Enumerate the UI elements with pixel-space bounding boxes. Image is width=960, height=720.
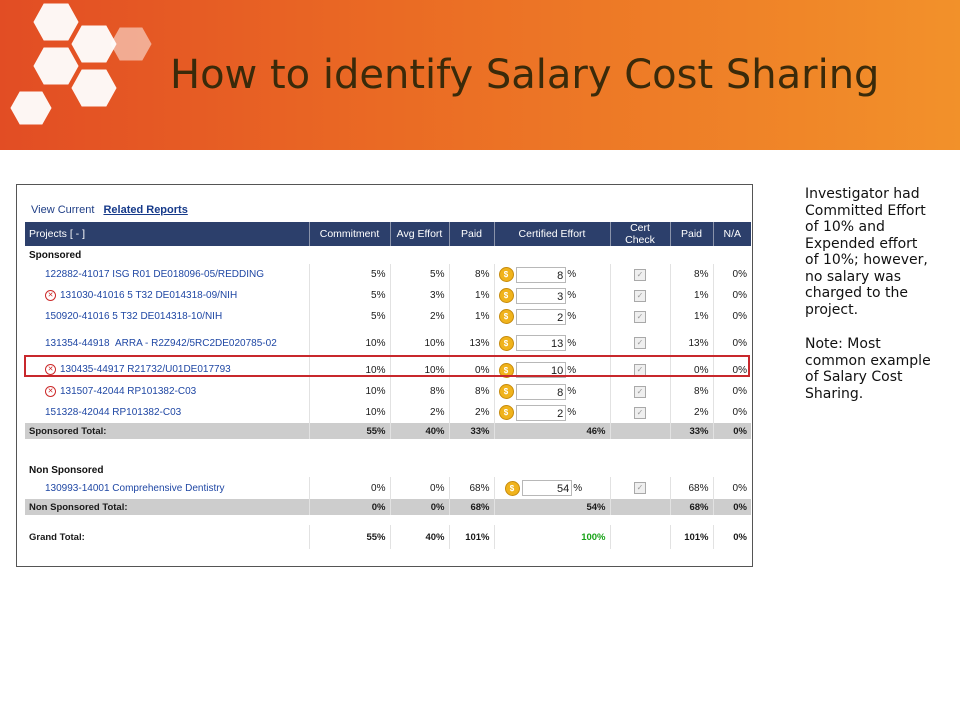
total-paid-2: 33% bbox=[670, 423, 713, 439]
total-avg-effort: 0% bbox=[390, 499, 449, 515]
paid-value: 8% bbox=[449, 381, 494, 402]
paid-2-value: 68% bbox=[670, 477, 713, 499]
avg-effort-value: 10% bbox=[390, 359, 449, 381]
hexagon-logo-icon bbox=[0, 0, 175, 150]
table-row bbox=[25, 381, 751, 402]
na-value: 0% bbox=[732, 482, 747, 494]
pct-sign: % bbox=[567, 407, 577, 418]
dollar-coin-icon[interactable]: $ bbox=[505, 481, 520, 496]
cert-check-checkbox[interactable]: ✓ bbox=[634, 386, 646, 398]
commitment-value: 5% bbox=[309, 285, 390, 306]
paid-2-value: 2% bbox=[670, 402, 713, 423]
col-na: N/A bbox=[713, 222, 751, 246]
col-projects[interactable]: Projects [ - ] bbox=[25, 222, 309, 246]
commitment-value: 5% bbox=[309, 306, 390, 327]
grand-total-na: 0% bbox=[733, 531, 747, 543]
project-link[interactable]: 130993-14001 Comprehensive Dentistry bbox=[45, 482, 225, 494]
commitment-value: 10% bbox=[309, 359, 390, 381]
dollar-coin-icon[interactable]: $ bbox=[499, 363, 514, 378]
pct-sign: % bbox=[573, 482, 583, 494]
table-row bbox=[25, 402, 751, 423]
group-label-sponsored: Sponsored bbox=[29, 249, 82, 261]
view-current-link[interactable]: View Current bbox=[31, 204, 95, 216]
cert-check-checkbox[interactable]: ✓ bbox=[634, 290, 646, 302]
title-banner bbox=[0, 0, 960, 150]
avg-effort-value: 5% bbox=[390, 264, 449, 285]
cert-check-checkbox[interactable]: ✓ bbox=[634, 482, 646, 494]
paid-value: 8% bbox=[449, 264, 494, 285]
table-header-row bbox=[25, 222, 751, 246]
table-row bbox=[25, 477, 751, 499]
total-label: Non Sponsored Total: bbox=[25, 499, 309, 515]
total-commitment: 0% bbox=[309, 499, 390, 515]
na-value: 0% bbox=[732, 337, 747, 349]
dollar-coin-icon[interactable]: $ bbox=[499, 309, 514, 324]
paid-value: 68% bbox=[449, 477, 494, 499]
pct-sign: % bbox=[567, 290, 577, 301]
note-paragraph-1: Investigator had Committed Effort of 10% and Expended effort of 10%; however, no salary was charged to the project. bbox=[805, 186, 928, 318]
project-link[interactable]: 131507-42044 RP101382-C03 bbox=[60, 386, 197, 398]
sponsored-total-row bbox=[25, 423, 751, 439]
certified-effort-input[interactable]: 3 bbox=[516, 288, 566, 304]
slide-title: How to identify Salary Cost Sharing bbox=[170, 52, 880, 98]
avg-effort-value: 2% bbox=[390, 306, 449, 327]
side-note bbox=[805, 186, 933, 420]
table-row-highlighted bbox=[25, 359, 751, 381]
total-commitment: 55% bbox=[309, 423, 390, 439]
cert-check-checkbox[interactable]: ✓ bbox=[634, 407, 646, 419]
dollar-coin-icon[interactable]: $ bbox=[499, 267, 514, 282]
pct-sign: % bbox=[567, 269, 577, 280]
grand-total-row bbox=[25, 525, 751, 549]
col-cert-check: Cert Check bbox=[610, 222, 670, 246]
table-row bbox=[25, 306, 751, 327]
commitment-value: 0% bbox=[309, 477, 390, 499]
project-id-link[interactable]: 131354-44918 bbox=[45, 337, 110, 349]
project-desc-link[interactable]: ARRA - R2Z942/5RC2DE020785-02 bbox=[115, 337, 277, 349]
commitment-value: 10% bbox=[309, 327, 390, 359]
dollar-coin-icon[interactable]: $ bbox=[499, 288, 514, 303]
x-circle-icon: ✕ bbox=[45, 290, 56, 301]
effort-table bbox=[25, 222, 751, 549]
paid-value: 0% bbox=[449, 359, 494, 381]
related-reports-link[interactable]: Related Reports bbox=[103, 204, 188, 216]
grand-total-label: Grand Total: bbox=[25, 525, 309, 549]
group-label-non-sponsored: Non Sponsored bbox=[29, 464, 104, 476]
col-avg-effort: Avg Effort bbox=[390, 222, 449, 246]
dollar-coin-icon[interactable]: $ bbox=[499, 336, 514, 351]
cert-check-checkbox[interactable]: ✓ bbox=[634, 364, 646, 376]
na-value: 0% bbox=[732, 269, 747, 280]
pct-sign: % bbox=[567, 311, 577, 322]
paid-value: 1% bbox=[449, 306, 494, 327]
commitment-value: 5% bbox=[309, 264, 390, 285]
total-label: Sponsored Total: bbox=[25, 423, 309, 439]
x-circle-icon: ✕ bbox=[45, 364, 56, 375]
na-value: 0% bbox=[732, 311, 747, 322]
certified-effort-input[interactable]: 10 bbox=[516, 362, 566, 378]
avg-effort-value: 10% bbox=[390, 327, 449, 359]
avg-effort-value: 2% bbox=[390, 402, 449, 423]
na-value: 0% bbox=[732, 364, 747, 376]
total-certified: 54% bbox=[494, 499, 610, 515]
report-nav bbox=[31, 204, 194, 216]
commitment-value: 10% bbox=[309, 381, 390, 402]
pct-sign: % bbox=[567, 337, 577, 349]
na-value: 0% bbox=[732, 407, 747, 418]
cert-check-checkbox[interactable]: ✓ bbox=[634, 337, 646, 349]
table-row bbox=[25, 285, 751, 306]
col-paid: Paid bbox=[449, 222, 494, 246]
x-circle-icon: ✕ bbox=[45, 386, 56, 397]
paid-2-value: 13% bbox=[670, 327, 713, 359]
total-certified: 46% bbox=[494, 423, 610, 439]
paid-2-value: 8% bbox=[670, 264, 713, 285]
commitment-value: 10% bbox=[309, 402, 390, 423]
paid-value: 13% bbox=[449, 327, 494, 359]
total-na: 0% bbox=[713, 499, 751, 515]
project-link[interactable]: 131030-41016 5 T32 DE014318-09/NIH bbox=[60, 290, 238, 302]
non-sponsored-total-row bbox=[25, 499, 751, 515]
grand-total-certified: 100% bbox=[494, 525, 610, 549]
avg-effort-value: 3% bbox=[390, 285, 449, 306]
paid-value: 2% bbox=[449, 402, 494, 423]
project-link[interactable]: 151328-42044 RP101382-C03 bbox=[45, 407, 182, 418]
certified-effort-input[interactable]: 2 bbox=[516, 309, 566, 325]
certified-effort-input[interactable]: 8 bbox=[516, 267, 566, 283]
certified-effort-input[interactable]: 2 bbox=[516, 405, 566, 421]
certified-effort-input[interactable]: 54 bbox=[522, 480, 572, 496]
total-na: 0% bbox=[713, 423, 751, 439]
avg-effort-value: 0% bbox=[390, 477, 449, 499]
project-link[interactable]: 122882-41017 ISG R01 DE018096-05/REDDING bbox=[45, 269, 265, 280]
col-certified-effort: Certified Effort bbox=[494, 222, 610, 246]
total-paid: 33% bbox=[449, 423, 494, 439]
grand-total-paid-2: 101% bbox=[670, 525, 713, 549]
dollar-coin-icon[interactable]: $ bbox=[499, 384, 514, 399]
total-avg-effort: 40% bbox=[390, 423, 449, 439]
cert-check-checkbox[interactable]: ✓ bbox=[634, 269, 646, 281]
avg-effort-value: 8% bbox=[390, 381, 449, 402]
na-value: 0% bbox=[732, 386, 747, 397]
grand-total-commitment: 55% bbox=[309, 525, 390, 549]
project-link[interactable]: 130435-44917 R21732/U01DE017793 bbox=[60, 364, 231, 376]
paid-2-value: 1% bbox=[670, 306, 713, 327]
na-value: 0% bbox=[732, 290, 747, 301]
report-screenshot bbox=[16, 184, 753, 567]
paid-2-value: 1% bbox=[670, 285, 713, 306]
pct-sign: % bbox=[567, 386, 577, 397]
paid-2-value: 8% bbox=[670, 381, 713, 402]
col-commitment: Commitment bbox=[309, 222, 390, 246]
pct-sign: % bbox=[567, 364, 577, 376]
cert-check-checkbox[interactable]: ✓ bbox=[634, 311, 646, 323]
paid-value: 1% bbox=[449, 285, 494, 306]
certified-effort-input[interactable]: 8 bbox=[516, 384, 566, 400]
table-row bbox=[25, 327, 751, 359]
total-paid: 68% bbox=[449, 499, 494, 515]
grand-total-avg-effort: 40% bbox=[390, 525, 449, 549]
table-row bbox=[25, 264, 751, 285]
project-link[interactable]: 150920-41016 5 T32 DE014318-10/NIH bbox=[45, 311, 223, 322]
paid-2-value: 0% bbox=[670, 359, 713, 381]
certified-effort-input[interactable]: 13 bbox=[516, 335, 566, 351]
note-paragraph-2: Note: Most common example of Salary Cost Sharing. bbox=[805, 336, 931, 402]
col-paid-2: Paid bbox=[670, 222, 713, 246]
dollar-coin-icon[interactable]: $ bbox=[499, 405, 514, 420]
total-paid-2: 68% bbox=[670, 499, 713, 515]
grand-total-paid: 101% bbox=[449, 525, 494, 549]
